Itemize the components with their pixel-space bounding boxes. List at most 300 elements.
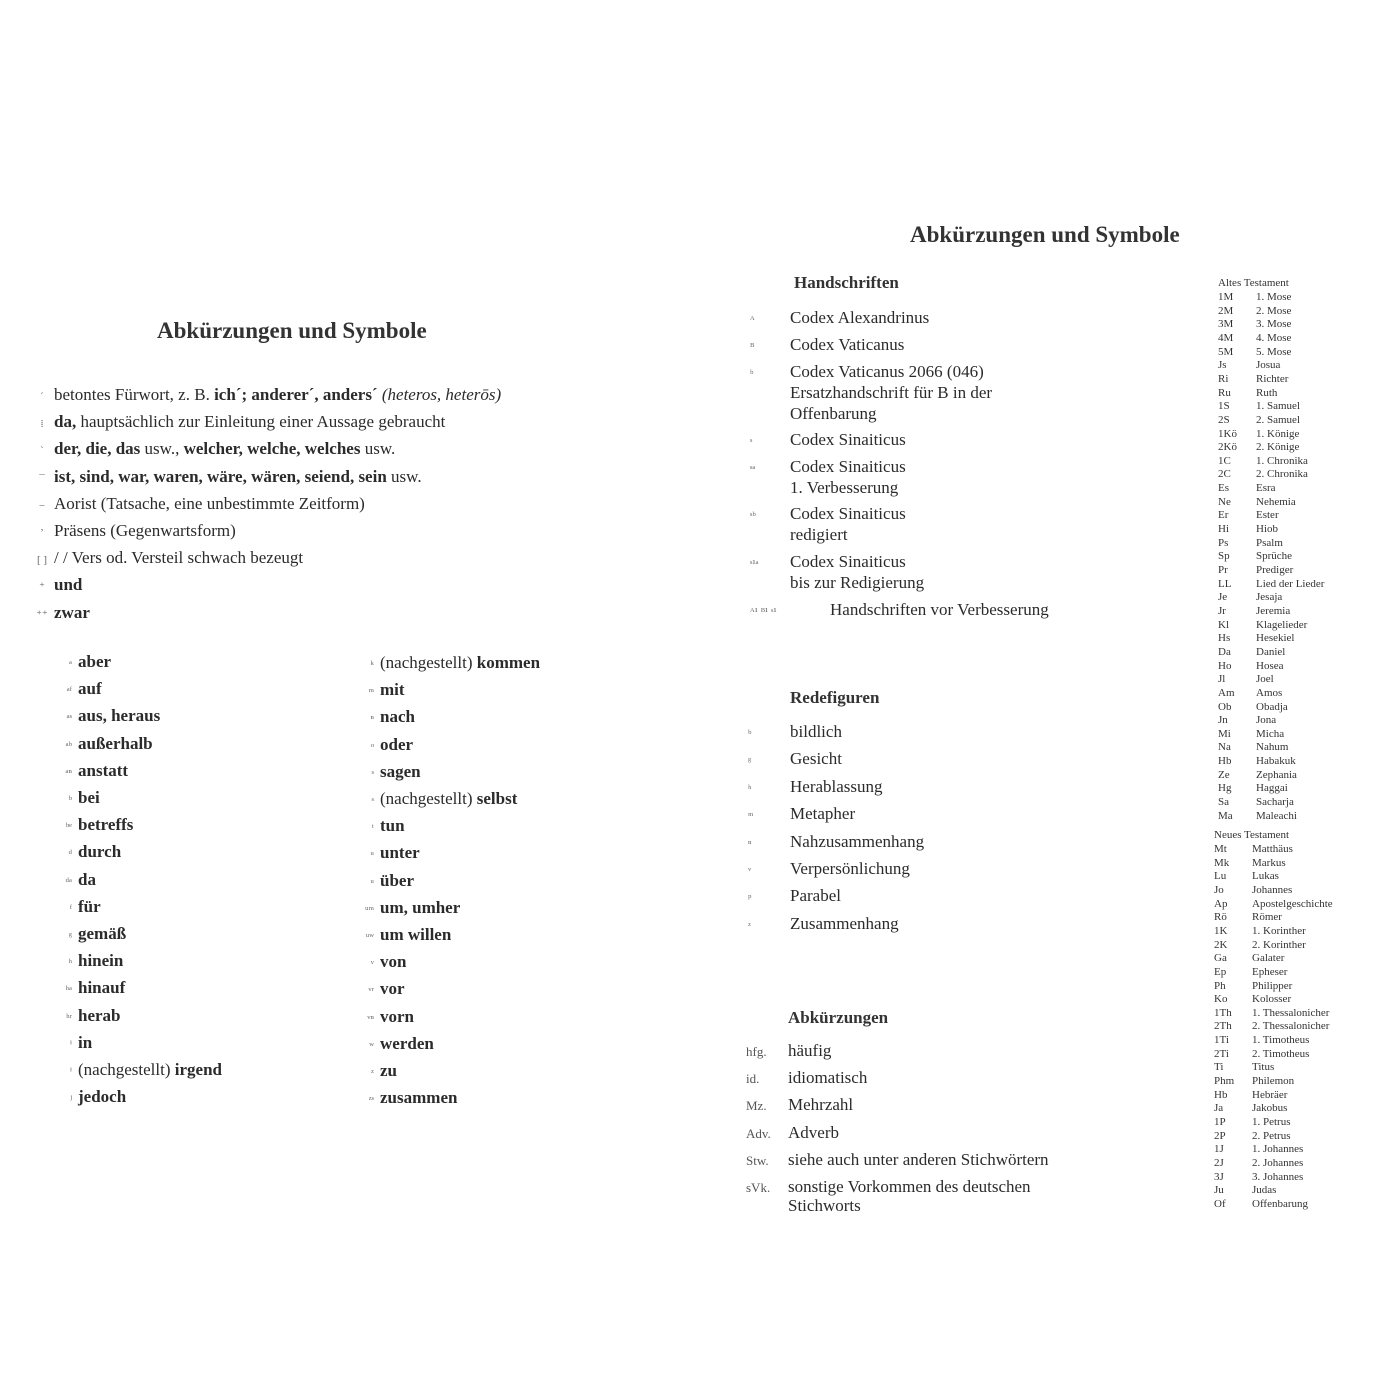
abbreviation-code: id. (746, 1071, 760, 1087)
figure-name: Zusammenhang (790, 913, 899, 933)
figure-symbol: ʰ (748, 782, 752, 795)
manuscript-name-line: Ersatzhandschrift für B in der (790, 383, 993, 402)
bible-book-code: 2S (1218, 413, 1230, 426)
bible-book-entry (1214, 1034, 1309, 1048)
abbrev-entry (50, 869, 96, 893)
bible-book-entry (1214, 925, 1306, 939)
abbrev-entry (50, 705, 160, 729)
bible-book-entry (1214, 1143, 1303, 1157)
figure-name: Herablassung (790, 776, 883, 796)
bible-book-code: Pr (1218, 564, 1228, 576)
manuscript-name-line: redigiert (790, 525, 848, 544)
bible-book-entry (1214, 952, 1284, 966)
bible-book-entry (1218, 673, 1274, 687)
bible-book-entry (1218, 291, 1291, 305)
manuscript-name-line: Codex Sinaiticus (790, 430, 906, 449)
manuscript-name (790, 503, 906, 545)
symbol-mark: ¯ (39, 472, 45, 485)
bible-book-name: Judas (1252, 1184, 1277, 1197)
symbol-mark: ᵈ (68, 848, 72, 861)
symbol-mark: ᵍ (68, 930, 72, 942)
bible-book-name: 2. Petrus (1252, 1129, 1291, 1142)
symbol-mark: ᶻ (370, 1067, 374, 1079)
bible-book-entry (1214, 1130, 1291, 1144)
manuscript-name-line: Codex Sinaiticus (790, 552, 906, 571)
manuscript-name (790, 307, 929, 328)
manuscript-name (790, 361, 992, 424)
bible-book-entry (1214, 1061, 1274, 1075)
entry-text-part: sagen (380, 761, 421, 781)
abbreviation-meaning-line: Stichworts (788, 1196, 861, 1215)
symbol-mark: ᵒ (370, 740, 374, 753)
abbrev-entry (350, 978, 405, 1002)
abbrev-entry (50, 923, 126, 947)
bible-book-code: Mi (1218, 727, 1231, 740)
bible-book-name: 1. Timotheus (1252, 1034, 1310, 1047)
entry-text-part: vorn (380, 1006, 414, 1026)
bible-book-entry (1214, 1075, 1294, 1089)
bible-book-entry (1214, 898, 1333, 912)
bible-book-name: Sprüche (1256, 550, 1293, 563)
bible-book-entry (1218, 373, 1288, 387)
bible-book-entry (1214, 1048, 1309, 1062)
entry-text-part: durch (78, 842, 122, 862)
manuscript-symbol: ˢ (750, 436, 753, 448)
abbrev-entry (50, 950, 123, 974)
entry-text-part: hinauf (78, 978, 126, 998)
bible-book-name: Jakobus (1252, 1102, 1288, 1115)
bible-book-name: Joel (1256, 673, 1274, 686)
symbol-line (30, 411, 445, 435)
abbrev-entry (350, 706, 415, 730)
symbol-mark: ᵃ (68, 658, 72, 670)
entry-text-part: auf (78, 679, 102, 699)
entry-text-part: bei (78, 788, 100, 807)
entry-text-part: um willen (380, 925, 452, 944)
abbreviation-entry (746, 1095, 853, 1116)
bible-book-code: 3M (1218, 318, 1234, 331)
bible-book-entry (1218, 605, 1290, 619)
symbol-line (30, 384, 501, 408)
bible-book-code: 2M (1218, 304, 1234, 317)
figure-name: Parabel (790, 886, 841, 906)
bible-book-entry (1218, 318, 1291, 332)
abbreviation-meaning (788, 1177, 1031, 1215)
bible-book-entry (1218, 550, 1292, 564)
abbrev-entry (350, 1006, 414, 1030)
figure-symbol: ᵛ (748, 865, 752, 877)
abbreviation-entry (746, 1041, 831, 1062)
bible-book-name: 1. Johannes (1252, 1143, 1304, 1156)
bible-book-entry (1218, 468, 1308, 482)
bible-book-code: 1C (1218, 454, 1231, 467)
abbrev-entry (350, 1060, 397, 1084)
bible-book-name: 1. Mose (1256, 291, 1292, 303)
bible-book-entry (1218, 796, 1294, 810)
manuscript-entry (750, 429, 906, 453)
altes-testament-heading: Altes Testament (1218, 277, 1289, 289)
abbrev-entry (50, 896, 101, 920)
figure-entry (748, 858, 910, 882)
bible-book-entry (1218, 564, 1293, 578)
bible-book-name: Römer (1252, 911, 1282, 924)
bible-book-code: 1Ti (1214, 1034, 1229, 1047)
bible-book-code: 2Kö (1218, 441, 1237, 454)
bible-book-name: Klagelieder (1256, 618, 1308, 631)
entry-text-part: zwar (54, 602, 90, 622)
bible-book-name: Richter (1256, 372, 1289, 385)
manuscript-symbol: ᴬ (750, 314, 755, 326)
bible-book-code: Of (1214, 1197, 1226, 1210)
bible-book-code: Jn (1218, 714, 1228, 727)
manuscript-symbol: ᵇ (750, 368, 754, 380)
abbreviation-entry (746, 1150, 1049, 1171)
bible-book-code: LL (1218, 577, 1232, 590)
figure-entry (748, 776, 883, 800)
symbol-mark: ᵇ (68, 794, 72, 806)
bible-book-entry (1218, 591, 1282, 605)
abbreviation-meaning-line: idiomatisch (788, 1068, 868, 1088)
bible-book-name: Ester (1256, 509, 1279, 522)
bible-book-name: Epheser (1252, 965, 1288, 978)
abbrev-entry (50, 651, 111, 675)
abbrev-entry (50, 1059, 222, 1083)
bible-book-code: 4M (1218, 331, 1234, 344)
abbreviation-entry (746, 1123, 839, 1144)
symbol-mark: ᶻˢ (368, 1094, 374, 1107)
manuscript-symbol: ˢ¹ᵃ (750, 558, 759, 570)
figure-name: bildlich (790, 722, 842, 741)
entry-text-part: usw. (386, 466, 422, 486)
manuscript-name-line: Codex Vaticanus (790, 335, 905, 354)
abbreviation-meaning-line: siehe auch unter anderen Stichwörtern (788, 1149, 1049, 1169)
bible-book-entry (1214, 1184, 1276, 1198)
bible-book-code: Rö (1214, 911, 1227, 924)
bible-book-entry (1218, 414, 1300, 428)
bible-book-name: Lukas (1252, 870, 1279, 883)
entry-text-part: aus, heraus (78, 706, 161, 726)
bible-book-code: 1M (1218, 291, 1234, 303)
symbol-mark: ʰʳ (66, 1011, 72, 1024)
bible-book-name: Philemon (1252, 1075, 1295, 1088)
abbrev-entry (50, 1086, 126, 1110)
entry-text-part: / / Vers od. Versteil schwach bezeugt (54, 548, 304, 568)
abbreviation-meaning (788, 1123, 839, 1142)
bible-book-name: 2. Thessalonicher (1252, 1020, 1330, 1033)
symbol-mark: ᵘᵐ (365, 903, 374, 916)
figure-symbol: ᵇ (748, 728, 752, 740)
bible-book-code: Js (1218, 359, 1227, 372)
bible-book-name: Daniel (1256, 645, 1286, 658)
figure-symbol: ᵐ (748, 810, 754, 823)
bible-book-code: 2J (1214, 1156, 1224, 1169)
bible-book-name: Matthäus (1252, 843, 1293, 855)
abbrev-entry (50, 977, 125, 1001)
entry-text-part: tun (380, 816, 405, 836)
bible-book-name: Josua (1256, 359, 1281, 372)
bible-book-name: Markus (1252, 856, 1286, 869)
bible-book-name: Offenbarung (1252, 1197, 1308, 1210)
bible-book-name: Zephania (1256, 768, 1297, 781)
bible-book-code: Hs (1218, 632, 1231, 645)
entry-text-part: (heteros, heterōs) (377, 385, 502, 404)
abbrev-entry (50, 814, 133, 838)
manuscript-name (790, 334, 904, 355)
symbol-mark: ˋ (40, 445, 44, 458)
bible-book-code: Ep (1214, 965, 1227, 978)
bible-book-entry (1218, 509, 1279, 523)
redefiguren-heading: Redefiguren (790, 688, 880, 707)
bible-book-code: Er (1218, 509, 1229, 522)
bible-book-name: Obadja (1256, 700, 1288, 713)
entry-text-part: nach (380, 707, 415, 727)
bible-book-entry (1218, 714, 1276, 728)
abbreviation-meaning-line: häufig (788, 1041, 832, 1060)
bible-book-name: 1. Könige (1256, 427, 1300, 440)
symbol-mark: ᵛⁿ (367, 1012, 374, 1025)
bible-book-entry (1218, 332, 1291, 346)
manuscript-entry (750, 503, 906, 545)
bible-book-code: Ri (1218, 372, 1229, 385)
entry-text-part: aber (78, 652, 112, 671)
abbrev-entry (50, 841, 121, 865)
abbrev-entry (350, 761, 421, 785)
symbol-mark: ⁱ (70, 1066, 72, 1078)
bible-book-name: Apostelgeschichte (1252, 897, 1333, 910)
bible-book-entry (1218, 660, 1284, 674)
manuscript-name (790, 456, 906, 498)
symbol-mark: ʷ (369, 1039, 374, 1052)
symbol-mark: [ ] (36, 554, 48, 567)
abbrev-entry (350, 842, 420, 866)
bible-book-name: Jona (1256, 714, 1277, 727)
bible-book-code: 1Kö (1218, 427, 1237, 440)
bible-book-code: Jl (1218, 673, 1226, 686)
bible-book-name: Hebräer (1252, 1088, 1288, 1101)
symbol-mark: ʼ (40, 527, 44, 539)
abbrev-entry (50, 1032, 92, 1056)
bible-book-code: Hg (1218, 782, 1232, 795)
symbol-mark: ᵘ (370, 849, 374, 862)
bible-book-entry (1214, 884, 1292, 898)
abbreviation-meaning-line: Adverb (788, 1122, 839, 1142)
abbreviation-code: hfg. (746, 1044, 767, 1059)
symbol-mark: ⁺⁺ (36, 608, 48, 621)
symbol-mark: ⁱ (70, 1038, 72, 1051)
bible-book-code: Kl (1218, 618, 1229, 631)
figure-symbol: ᵖ (748, 892, 752, 905)
bible-book-code: Ze (1218, 768, 1230, 781)
abbrev-entry (50, 678, 102, 702)
abbreviation-meaning (788, 1095, 853, 1114)
abbrev-entry (50, 733, 153, 757)
bible-book-name: Prediger (1256, 564, 1294, 576)
bible-book-name: 2. Timotheus (1252, 1047, 1310, 1060)
entry-text-part: oder (380, 734, 414, 754)
symbol-mark: ᵗ (371, 822, 374, 835)
bible-book-name: Nehemia (1256, 495, 1296, 508)
manuscript-name-line: Offenbarung (790, 404, 877, 423)
bible-book-name: Hiob (1256, 523, 1278, 536)
symbol-mark: ˢ (371, 767, 374, 780)
bible-book-code: Ps (1218, 536, 1229, 549)
bible-book-entry (1218, 810, 1297, 824)
bible-book-code: Na (1218, 741, 1231, 754)
bible-book-entry (1214, 911, 1282, 925)
manuscript-name-line: Codex Vaticanus 2066 (046) (790, 362, 984, 381)
bible-book-code: Am (1218, 686, 1235, 699)
bible-book-name: Haggai (1256, 782, 1288, 795)
abbreviation-meaning-line: sonstige Vorkommen des deutschen (788, 1177, 1031, 1196)
symbol-mark: ˢ (371, 795, 374, 807)
bible-book-name: Hosea (1256, 659, 1284, 672)
bible-book-code: Hb (1218, 755, 1232, 768)
symbol-mark: ⁞ (40, 418, 44, 431)
abbreviation-meaning (788, 1041, 831, 1060)
bible-book-entry (1218, 755, 1296, 769)
bible-book-entry (1218, 455, 1308, 469)
bible-book-name: 1. Korinther (1252, 924, 1306, 937)
bible-book-code: Hi (1218, 523, 1229, 536)
manuscript-name-line: Codex Sinaiticus (790, 457, 906, 476)
symbol-line (30, 493, 365, 517)
abbrev-entry (350, 924, 451, 948)
bible-book-code: 2Ti (1214, 1047, 1229, 1060)
bible-book-entry (1214, 966, 1287, 980)
bible-book-name: 2. Samuel (1256, 413, 1300, 426)
abbrev-entry (50, 1005, 121, 1029)
symbol-mark: ᵘʷ (365, 931, 374, 943)
bible-book-entry (1214, 870, 1279, 884)
abbrev-entry (350, 870, 414, 894)
abbrev-entry (350, 951, 406, 975)
entry-text-part: betreffs (78, 815, 134, 835)
bible-book-name: 4. Mose (1256, 331, 1292, 344)
figure-name: Nahzusammenhang (790, 831, 925, 851)
abbrev-entry (50, 787, 100, 811)
symbol-mark: ᵐ (368, 686, 374, 699)
abbrev-entry (350, 652, 540, 676)
bible-book-code: 2C (1218, 468, 1231, 481)
figure-symbol: ⁿ (748, 837, 752, 850)
bible-book-name: 5. Mose (1256, 345, 1292, 358)
abbrev-entry (350, 1033, 434, 1057)
abbrev-entry (350, 734, 413, 758)
bible-book-code: 3J (1214, 1170, 1224, 1183)
symbol-mark: ᵇᵉ (65, 821, 72, 834)
figure-entry (748, 885, 841, 909)
bible-book-name: Kolosser (1252, 993, 1292, 1006)
bible-book-entry (1214, 857, 1286, 871)
bible-book-code: Es (1218, 482, 1229, 495)
manuscript-entry (750, 551, 924, 593)
entry-text-part: anstatt (78, 760, 129, 780)
manuscript-entry (750, 361, 992, 424)
bible-book-name: Lied der Lieder (1256, 577, 1325, 590)
symbol-mark: − (38, 499, 46, 512)
entry-text-part: über (380, 870, 414, 890)
figure-symbol: ᶻ (748, 919, 752, 932)
bible-book-code: Ne (1218, 495, 1231, 508)
bible-book-entry (1218, 482, 1276, 496)
manuscript-name-line: Handschriften vor Verbesserung (830, 600, 1049, 619)
bible-book-entry (1214, 980, 1292, 994)
bible-book-entry (1218, 687, 1282, 701)
abbreviation-code: sVk. (746, 1180, 771, 1195)
bible-book-code: Ap (1214, 897, 1228, 910)
entry-text-part: ist, sind, war, waren, wäre, wären, seiend, sein (54, 466, 387, 486)
symbol-mark: ᵛ (370, 958, 374, 971)
bible-book-entry (1218, 400, 1300, 414)
manuscript-name (790, 551, 924, 593)
bible-book-code: Ko (1214, 993, 1228, 1006)
bible-book-name: 1. Petrus (1252, 1116, 1291, 1128)
entry-text-part: werden (380, 1033, 434, 1053)
manuscript-name-line: bis zur Redigierung (790, 573, 925, 592)
entry-text-part: (nachgestellt) (380, 789, 477, 808)
bible-book-name: Hesekiel (1256, 632, 1295, 645)
bible-book-name: Jeremia (1256, 604, 1291, 617)
bible-book-code: 1K (1214, 924, 1228, 937)
bible-book-entry (1218, 619, 1307, 633)
symbol-mark: ʲ (70, 1093, 72, 1106)
manuscript-entry (750, 599, 1049, 623)
bible-book-entry (1218, 728, 1284, 742)
bible-book-code: Jo (1214, 883, 1224, 896)
bible-book-name: Ruth (1256, 386, 1278, 399)
symbol-mark: ᵃˢ (66, 712, 72, 725)
entry-text-part: jedoch (78, 1087, 127, 1107)
bible-book-code: Sp (1218, 550, 1230, 563)
symbol-line (30, 547, 303, 571)
abbrev-entry (350, 897, 460, 921)
bible-book-code: Ga (1214, 952, 1227, 965)
bible-book-name: 2. Könige (1256, 441, 1300, 454)
manuscript-name (790, 429, 906, 450)
bible-book-name: 1. Samuel (1256, 400, 1300, 413)
bible-book-entry (1218, 305, 1291, 319)
entry-text-part: Präsens (Gegenwartsform) (54, 521, 236, 540)
entry-text-part: betontes Fürwort, z. B. (54, 385, 215, 404)
bible-book-code: Jr (1218, 604, 1226, 617)
abbrev-entry (350, 788, 517, 812)
bible-book-name: Maleachi (1256, 809, 1297, 822)
bible-book-entry (1214, 1089, 1287, 1103)
abbreviation-code: Mz. (746, 1098, 767, 1114)
symbol-line (30, 520, 236, 544)
bible-book-entry (1214, 843, 1293, 857)
figure-entry (748, 831, 924, 855)
bible-book-name: Habakuk (1256, 755, 1296, 768)
bible-book-entry (1218, 428, 1299, 442)
symbol-line (30, 602, 90, 626)
bible-book-name: 3. Mose (1256, 318, 1292, 331)
entry-text-part: (nachgestellt) (380, 653, 477, 672)
bible-book-name: 2. Korinther (1252, 938, 1306, 951)
bible-book-entry (1218, 441, 1299, 455)
entry-text-part: ich´; anderer´, anders´ (214, 385, 378, 404)
entry-text-part: gemäß (78, 924, 127, 943)
manuscript-name-line: Codex Alexandrinus (790, 308, 930, 327)
figure-name: Verpersönlichung (790, 859, 910, 878)
entry-text-part: hinein (78, 951, 124, 971)
bible-book-entry (1214, 1198, 1308, 1212)
bible-book-code: Ho (1218, 659, 1232, 672)
bible-book-code: 1Th (1214, 1006, 1232, 1019)
manuscript-name-line: 1. Verbesserung (790, 478, 899, 497)
figure-name: Metapher (790, 804, 856, 824)
symbol-mark: ᵃⁿ (65, 766, 72, 779)
